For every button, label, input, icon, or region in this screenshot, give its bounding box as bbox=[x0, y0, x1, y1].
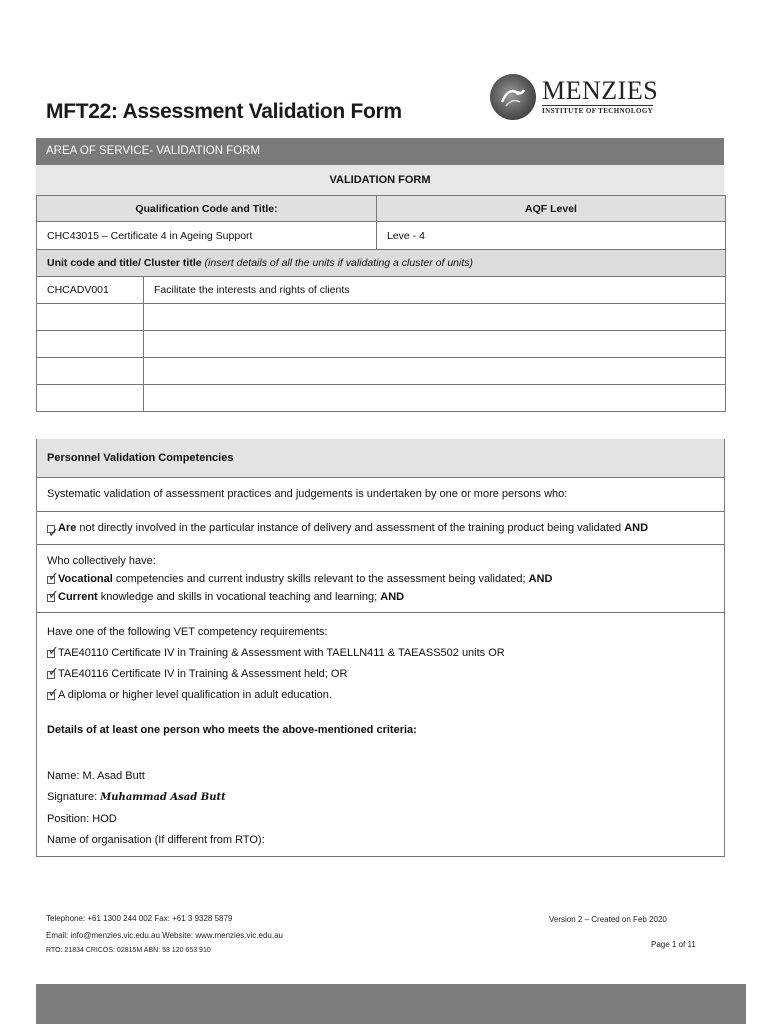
vet-label: Have one of the following VET competency requirements: bbox=[47, 626, 328, 638]
unit-row bbox=[37, 385, 726, 412]
unit-header-bold: Unit code and title/ Cluster title bbox=[47, 257, 202, 269]
person-name: Name: M. Asad Butt bbox=[47, 770, 145, 782]
current-bold: Current bbox=[58, 591, 98, 603]
footer-phone: Telephone: +61 1300 244 002 Fax: +61 3 9328 5879 bbox=[46, 914, 233, 923]
qualification-table bbox=[36, 195, 726, 412]
vocational-item bbox=[47, 570, 714, 588]
unit-title: Facilitate the interests and rights of clients bbox=[144, 277, 726, 304]
unit-title bbox=[144, 304, 726, 331]
vet-item-text: A diploma or higher level qualification in adult education. bbox=[58, 689, 332, 701]
personnel-section bbox=[36, 439, 725, 857]
not-involved-bold: Are bbox=[58, 522, 77, 534]
unit-title bbox=[144, 331, 726, 358]
checked-checkbox-icon[interactable]: ✓ bbox=[48, 587, 59, 602]
not-involved-and: AND bbox=[624, 522, 649, 534]
unit-code bbox=[37, 331, 144, 358]
signature-line bbox=[47, 788, 714, 807]
unit-row bbox=[37, 358, 726, 385]
current-item bbox=[47, 588, 714, 606]
logo-name: MENZIES bbox=[542, 76, 659, 105]
collectively-label: Who collectively have: bbox=[47, 555, 156, 567]
vet-item bbox=[47, 686, 714, 704]
collectively-row bbox=[37, 545, 724, 613]
section-bar: AREA OF SERVICE- VALIDATION FORM bbox=[36, 138, 724, 165]
checked-checkbox-icon[interactable]: ✓ bbox=[48, 685, 59, 700]
logo-subtitle: INSTITUTE OF TECHNOLOGY bbox=[542, 107, 654, 115]
position-line: Position: HOD bbox=[47, 813, 117, 825]
signature-label: Signature: bbox=[47, 791, 101, 803]
personnel-intro: Systematic validation of assessment practices and judgements is undertaken by one or more persons who: bbox=[47, 488, 568, 500]
personnel-intro-row bbox=[37, 478, 724, 512]
qualification-header: Qualification Code and Title: bbox=[37, 196, 377, 222]
vet-item-text: TAE40116 Certificate IV in Training & Assessment held; OR bbox=[58, 668, 348, 680]
checked-checkbox-icon[interactable]: ✓ bbox=[48, 525, 59, 540]
unit-row bbox=[37, 277, 726, 304]
current-text: knowledge and skills in vocational teaching and learning; bbox=[97, 591, 381, 603]
vet-item-text: TAE40110 Certificate IV in Training & Assessment with TAELLN411 & TAEASS502 units OR bbox=[58, 647, 505, 659]
crest-icon bbox=[490, 74, 536, 120]
checked-checkbox-icon[interactable]: ✓ bbox=[48, 569, 59, 584]
signature: Muhammad Asad Butt bbox=[100, 792, 226, 803]
current-and: AND bbox=[380, 591, 405, 603]
bottom-bar bbox=[36, 984, 746, 1024]
not-involved-row bbox=[37, 512, 724, 545]
qualification-value: CHC43015 – Certificate 4 in Ageing Support bbox=[37, 222, 377, 250]
vocational-bold: Vocational bbox=[58, 573, 113, 585]
unit-section-header bbox=[37, 250, 726, 277]
form-title: VALIDATION FORM bbox=[36, 165, 724, 195]
details-heading: Details of at least one person who meets the above-mentioned criteria: bbox=[47, 724, 417, 736]
unit-row bbox=[37, 304, 726, 331]
aqf-level-header: AQF Level bbox=[377, 196, 726, 222]
vocational-and: AND bbox=[528, 573, 553, 585]
checked-checkbox-icon[interactable]: ✓ bbox=[48, 664, 59, 679]
footer-rto: RTO: 21834 CRICOS: 02815M ABN: 53 120 653 910 bbox=[46, 947, 211, 954]
not-involved-text: not directly involved in the particular instance of delivery and assessment of the training product being validated bbox=[76, 522, 625, 534]
vocational-text: competencies and current industry skills relevant to the assessment being validated; bbox=[112, 573, 529, 585]
unit-code: CHCADV001 bbox=[37, 277, 144, 304]
organisation-line: Name of organisation (If different from RTO): bbox=[47, 834, 265, 846]
unit-code bbox=[37, 358, 144, 385]
unit-header-italic: (insert details of all the units if validating a cluster of units) bbox=[204, 257, 473, 269]
checked-checkbox-icon[interactable]: ✓ bbox=[48, 643, 59, 658]
aqf-level-value: Leve - 4 bbox=[377, 222, 726, 250]
unit-title bbox=[144, 358, 726, 385]
footer-email: Email: info@menzies.vic.edu.au Website: www.menzies.vic.edu.au bbox=[46, 931, 283, 940]
unit-code bbox=[37, 385, 144, 412]
footer-page: Page 1 of 11 bbox=[651, 940, 696, 949]
vet-item bbox=[47, 665, 714, 683]
vet-item bbox=[47, 644, 714, 662]
unit-row bbox=[37, 331, 726, 358]
vet-requirements-row bbox=[37, 613, 724, 856]
unit-code bbox=[37, 304, 144, 331]
footer-version: Version 2 – Created on Feb 2020 bbox=[549, 915, 667, 924]
page-title: MFT22: Assessment Validation Form bbox=[46, 100, 402, 123]
unit-title bbox=[144, 385, 726, 412]
personnel-header: Personnel Validation Competencies bbox=[37, 439, 724, 478]
menzies-logo bbox=[490, 74, 660, 122]
